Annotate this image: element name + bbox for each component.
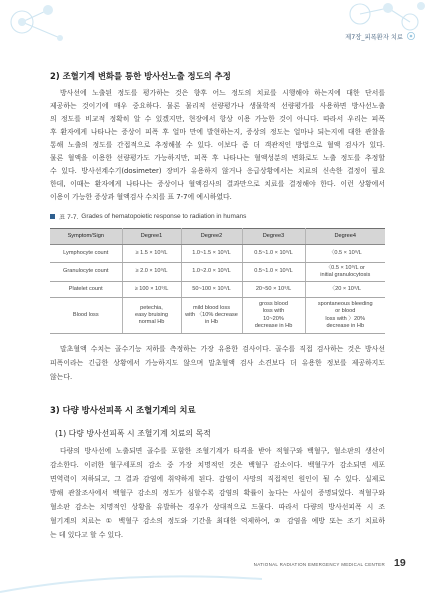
table-cell <box>122 298 181 334</box>
row-label: Granulocyte count <box>50 263 122 282</box>
table-row <box>50 282 385 298</box>
page-number: 19 <box>394 557 406 569</box>
cell-line: decrease in Hb <box>326 322 365 329</box>
paragraph-line: 말초혈액 수치는 골수기능 저하를 측정하는 가장 유용한 검사이다. 골수를 직접 검사하는 것은 방사선 <box>60 345 385 353</box>
decor-bond <box>360 8 388 14</box>
cell-line: 0.5~1.0 × 10⁹/L <box>254 268 293 275</box>
cell-line: 0.5~1.0 × 10⁹/L <box>254 249 293 256</box>
cell-line: loss with 〉20% <box>325 315 366 322</box>
paragraph-line: 방사선에 노출된 정도를 평가하는 것은 향후 어느 정도의 치료를 시행해야 하는지에 대한 단서를 <box>60 88 385 97</box>
chapter-header: 제7장_피폭환자 치료 <box>345 34 403 41</box>
paragraph-line: 다량의 방사선에 노출되면 골수를 포함한 조혈기계가 타격을 받아 적혈구와 백혈구, 혈소판의 생산이 <box>60 447 385 455</box>
column-header: Symptom/Sign <box>50 229 122 245</box>
table-cell <box>242 245 305 263</box>
paragraph-line: 통해 노출의 정도를 간접적으로 추정해볼 수 있다. 이보다 좀 더 객관적인 방법으로 혈액 검사가 있다. <box>50 140 385 149</box>
table-cell <box>122 263 181 282</box>
subsection-heading: (1) 다량 방사선피폭 시 조혈기계 치료의 목적 <box>55 429 211 438</box>
decor-bond <box>22 22 60 38</box>
table-cell <box>122 282 181 298</box>
hematopoietic-response-table <box>50 228 385 334</box>
column-header: Degree3 <box>242 229 305 245</box>
paragraph-line: 물론 혈액을 이용한 선량평가도 가능하지만, 피폭 후 나타나는 혈액성분의 변화로도 노출 정도를 추정할 <box>50 153 385 162</box>
cell-line: 〈20 × 10⁹/L <box>329 285 361 292</box>
table-cell <box>242 298 305 334</box>
paragraph-line: 피폭이라는 긴급한 상황에서 가능하지도 않으며 말초혈액 검사 소견보다 더 유용한 정보를 제공하지도 <box>50 359 385 367</box>
decor-atom <box>417 2 425 10</box>
square-marker-icon <box>50 214 55 219</box>
table-cell <box>181 245 242 263</box>
decor-atom <box>18 18 26 26</box>
table-cell <box>181 298 242 334</box>
cell-line: ≥ 2.0 × 10⁹/L <box>135 268 168 275</box>
cell-line: in Hb <box>204 319 219 326</box>
decor-atom <box>57 35 63 41</box>
paragraph-line: 후 환자에게 나타나는 증상이 피폭 후 얼마 만에 발현하는지, 증상의 정도는 얼마나 되는지에 대한 관찰을 <box>50 127 385 136</box>
decor-ring <box>350 4 370 24</box>
cell-line: decrease in Hb <box>254 322 293 329</box>
paragraph-peripheral-blood <box>50 342 385 384</box>
section-heading-2: 2) 조혈기계 변화를 통한 방사선노출 정도의 추정 <box>50 71 231 81</box>
paragraph-line: 는 데 있다고 할 수 있다. <box>50 531 124 539</box>
table-cell <box>305 282 385 298</box>
paragraph-line: 방해 관찰조사에서 백혈구 감소의 정도가 심할수록 감염의 확률이 높다는 사실이 증명되었다. 적혈구와 <box>50 489 385 497</box>
column-header: Degree2 <box>181 229 242 245</box>
table-cell <box>305 298 385 334</box>
paragraph-treatment-goal <box>50 444 385 542</box>
cell-line: 1.0~1.5 × 10⁹/L <box>192 249 231 256</box>
molecule-icon <box>406 31 416 41</box>
cell-line: 10~20% <box>263 315 284 322</box>
table-cell <box>181 263 242 282</box>
table-caption-title: Grades of hematopoietic response to radiation in humans <box>81 212 247 220</box>
section-heading-3: 3) 다량 방사선피폭 시 조혈기계의 치료 <box>50 405 196 415</box>
table-caption-label: 표 7-7. <box>59 213 79 221</box>
table-row <box>50 298 385 334</box>
cell-line: gross blood <box>259 300 288 307</box>
cell-line: 〈0.5 × 10⁹/L <box>328 249 362 256</box>
cell-line: loss with <box>262 308 285 315</box>
paragraph-line: 수 있다. 방사선계수기(dosimeter) 장비가 유용하지 않거나 응급상황에서는 치료의 신속한 결정이 필요 <box>50 167 385 176</box>
table-cell <box>181 282 242 298</box>
decor-ring <box>11 11 33 33</box>
paragraph-line: 않는다. <box>50 373 73 381</box>
row-label: Blood loss <box>50 298 122 334</box>
cell-line: spontaneous bleeding <box>317 300 373 307</box>
cell-line: normal Hb <box>138 319 165 326</box>
table-cell <box>242 263 305 282</box>
paragraph-line: 혈소판 감소는 치명적인 상황을 유발하는 경우가 상대적으로 드물다. 따라서 다량의 방사선피폭 시 조 <box>50 503 385 511</box>
cell-line: easy bruising <box>135 311 168 318</box>
paragraph-line: 제공하는 것이기에 매우 중요하다. 물론 물리적 선량평가나 생물학적 선량평가를 사용하면 방사선노출 <box>50 101 385 110</box>
paragraph-line: 면역력이 저하되고, 그 결과 감염에 취약하게 된다. 감염이 사망의 직접적인 원인이 될 수 있다. 실제로 <box>50 475 385 483</box>
cell-line: with 〈10% decrease <box>185 311 238 318</box>
table-cell <box>122 245 181 263</box>
footer-center-name: NATIONAL RADIATION EMERGENCY MEDICAL CENTER <box>253 562 385 567</box>
cell-line: 1.0~2.0 × 10⁹/L <box>192 268 231 275</box>
row-label: Lymphocyte count <box>50 245 122 263</box>
cell-line: initial granulocytosis <box>320 272 371 278</box>
table-cell <box>305 263 385 282</box>
decor-bond <box>22 10 48 22</box>
paragraph-line: 의 정도를 비교적 정확히 알 수 있겠지만, 현장에서 항상 이용 가능한 것이 아니다. 따라서 우리는 피폭 <box>50 114 385 123</box>
cell-line: ≥ 100 × 10⁹/L <box>134 285 169 292</box>
paragraph-line: 이용이 가능한 증상과 혈액검사 수치를 표 7-7에 예시하였다. <box>50 193 232 202</box>
column-header: Degree1 <box>122 229 181 245</box>
paragraph-line: 혈기계의 치료는 ① 백혈구 감소의 정도와 기간을 최대한 억제하여, ② 감염을 예방 또는 조기 치료하 <box>50 517 385 525</box>
cell-line: 〈0.5 × 10⁹/L or <box>325 264 365 271</box>
row-label: Platelet count <box>50 282 122 298</box>
cell-line: mild blood loss <box>193 304 230 311</box>
decor-atom <box>383 3 393 13</box>
table-header-row <box>50 229 385 245</box>
table-row <box>50 245 385 263</box>
decor-bond <box>388 8 410 22</box>
decor-swoosh <box>0 576 262 592</box>
paragraph-line: 감소한다. 이러한 혈구세포의 감소 중 가장 치명적인 것은 백혈구 감소이다. 백혈구가 감소되면 세포 <box>50 461 385 469</box>
cell-line: 50~100 × 10⁹/L <box>192 285 231 292</box>
paragraph-line: 한데, 이때는 환자에게 나타나는 증상이나 혈액검사의 결과만으로 치료를 결정해야 한다. 이런 상황에서 <box>50 180 385 189</box>
cell-line: or blood <box>335 308 356 315</box>
paragraph-dose-estimation <box>50 87 385 205</box>
decor-atom <box>43 5 53 15</box>
cell-line: petechia, <box>140 304 163 311</box>
decor-ring <box>402 14 418 30</box>
cell-line: 20~50 × 10⁹/L <box>255 285 292 292</box>
column-header: Degree4 <box>305 229 385 245</box>
cell-line: ≥ 1.5 × 10⁹/L <box>135 249 168 256</box>
table-cell <box>305 245 385 263</box>
table-row <box>50 263 385 282</box>
table-cell <box>242 282 305 298</box>
table-caption <box>50 211 246 221</box>
